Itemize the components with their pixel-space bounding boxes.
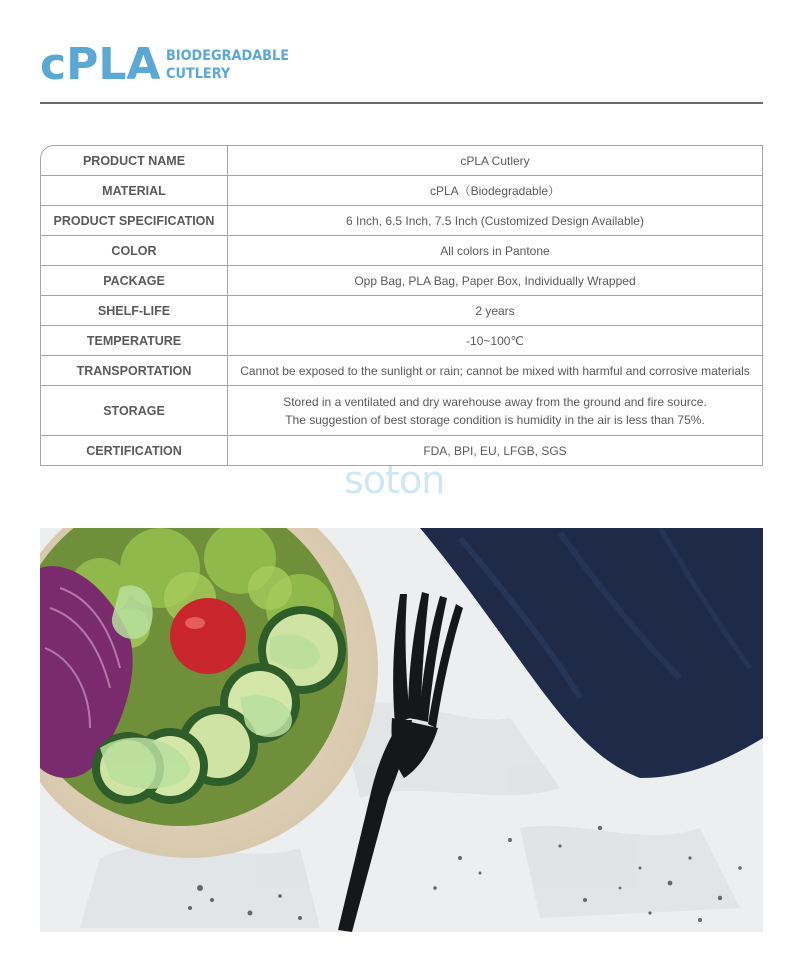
spec-label: COLOR (41, 236, 228, 265)
brand-subtitle-line1: BIODEGRADABLE (166, 48, 290, 64)
spec-value (228, 386, 762, 435)
header-divider (40, 102, 763, 104)
brand-subtitle-line2: CUTLERY (166, 66, 231, 82)
spec-label: PRODUCT SPECIFICATION (41, 206, 228, 235)
spec-row-transportation (41, 355, 762, 385)
watermark: soton (344, 458, 445, 502)
product-photo (40, 528, 763, 932)
spec-label: SHELF-LIFE (41, 296, 228, 325)
spec-value-line: FDA, BPI, EU, LFGB, SGS (423, 443, 567, 458)
spec-label: STORAGE (41, 386, 228, 435)
spec-value-line: Opp Bag, PLA Bag, Paper Box, Individually Wrapped (354, 273, 636, 288)
spec-value-line: cPLA Cutlery (460, 153, 530, 168)
salad-fork-illustration (40, 528, 763, 932)
spec-value (228, 206, 762, 235)
spec-label: CERTIFICATION (41, 436, 228, 465)
brand-header (40, 40, 300, 90)
spec-value-line: cPLA（Biodegradable） (429, 183, 561, 198)
spec-value-line: The suggestion of best storage condition is humidity in the air is less than 75%. (285, 412, 705, 427)
spec-value-line: 2 years (475, 303, 515, 318)
brand-subtitle (166, 47, 300, 83)
spec-row-material (41, 175, 762, 205)
spec-value (228, 356, 762, 385)
spec-value (228, 146, 762, 175)
spec-row-shelf-life (41, 295, 762, 325)
spec-value (228, 296, 762, 325)
spec-value-line: All colors in Pantone (440, 243, 550, 258)
spec-row-color (41, 235, 762, 265)
spec-row-product-name (41, 146, 762, 175)
spec-row-temperature (41, 325, 762, 355)
spec-value (228, 326, 762, 355)
spec-value-line: 6 Inch, 6.5 Inch, 7.5 Inch (Customized Design Available) (346, 213, 644, 228)
spec-value (228, 236, 762, 265)
spec-label: TRANSPORTATION (41, 356, 228, 385)
spec-value-line: Cannot be exposed to the sunlight or rain; cannot be mixed with harmful and corrosive materials (240, 363, 750, 378)
cherry-tomato (170, 598, 246, 674)
spec-value (228, 436, 762, 465)
spec-label: PACKAGE (41, 266, 228, 295)
spec-value (228, 266, 762, 295)
spec-value-line: Stored in a ventilated and dry warehouse away from the ground and fire source. (283, 394, 707, 409)
spec-row-package (41, 265, 762, 295)
spec-value-line: -10~100℃ (466, 333, 524, 348)
spec-table (40, 145, 763, 466)
spec-value (228, 176, 762, 205)
spec-label: MATERIAL (41, 176, 228, 205)
brand-logo: cPLA (40, 39, 161, 90)
spec-row-storage (41, 385, 762, 435)
spec-label: PRODUCT NAME (41, 146, 228, 175)
spec-label: TEMPERATURE (41, 326, 228, 355)
spec-row-specification (41, 205, 762, 235)
